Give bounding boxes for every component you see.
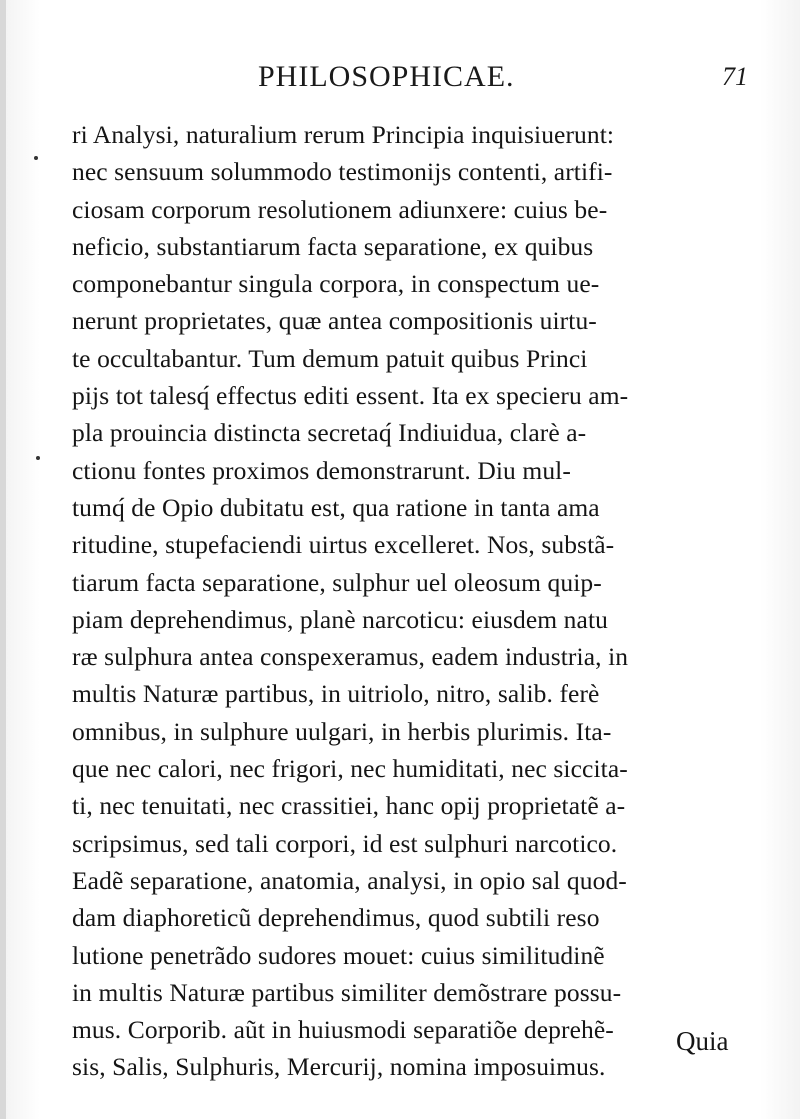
text-line: sis, Salis, Sulphuris, Mercurij, nomina imposuimus. [72, 1052, 606, 1082]
text-line: dam diaphoreticũ deprehendimus, quod subtili reso [72, 903, 600, 933]
text-line: ræ sulphura antea conspexeramus, eadem industria, in [72, 642, 629, 672]
text-line: tiarum facta separatione, sulphur uel oleosum quip- [72, 567, 602, 597]
text-line: componebantur singula corpora, in conspectum ue- [72, 269, 600, 299]
text-line: nerunt proprietates, quæ antea compositionis uirtu- [72, 306, 597, 336]
text-line: lutione penetrãdo sudores mouet: cuius similitudinẽ [72, 940, 605, 970]
text-line: omnibus, in sulphure uulgari, in herbis plurimis. Ita- [72, 716, 612, 746]
text-line: scripsimus, sed tali corpori, id est sulphuri narcotico. [72, 828, 618, 858]
running-head: PHILOSOPHICAE. [258, 60, 515, 93]
text-line: neficio, substantiarum facta separatione, ex quibus [72, 231, 594, 261]
text-line: que nec calori, nec frigori, nec humiditati, nec siccita- [72, 754, 628, 784]
text-line: te occultabantur. Tum demum patuit quibus Princi [72, 343, 588, 373]
page-number: 71 [722, 62, 748, 91]
text-line: piam deprehendimus, planè narcoticu: eiusdem natu [72, 604, 608, 634]
text-line: nec sensuum solummodo testimonijs contenti, artifi- [72, 157, 613, 187]
text-line: Eadẽ separatione, anatomia, analysi, in opio sal quod- [72, 865, 627, 895]
ink-speck [36, 456, 40, 460]
page-header [0, 58, 800, 108]
text-line: ri Analysi, naturalium rerum Principia inquisiuerunt: [72, 120, 615, 149]
catchword: Quia [676, 1026, 729, 1056]
text-line: ciosam corporum resolutionem adiunxere: cuius be- [72, 194, 608, 224]
text-line: pijs tot talesq́ effectus editi essent. Ita ex specieru am- [72, 381, 629, 411]
text-line: tumq́ de Opio dubitatu est, qua ratione in tanta ama [72, 492, 600, 522]
body-text [72, 116, 772, 1086]
text-line: in multis Naturæ partibus similiter demõstrare possu- [72, 977, 622, 1007]
text-line: ti, nec tenuitati, nec crassitiei, hanc opij proprietatẽ a- [72, 791, 626, 821]
text-line: ritudine, stupefaciendi uirtus excelleret. Nos, substã- [72, 530, 615, 560]
text-line: ctionu fontes proximos demonstrarunt. Diu mul- [72, 455, 571, 485]
ink-speck [34, 156, 38, 160]
page-edge-shadow [0, 0, 6, 1119]
text-line: pla prouincia distincta secretaq́ Indiuidua, clarè a- [72, 418, 587, 448]
text-line: multis Naturæ partibus, in uitriolo, nitro, salib. ferè [72, 679, 600, 709]
text-line: mus. Corporib. aũt in huiusmodi separatiõe deprehẽ- [72, 1015, 614, 1045]
